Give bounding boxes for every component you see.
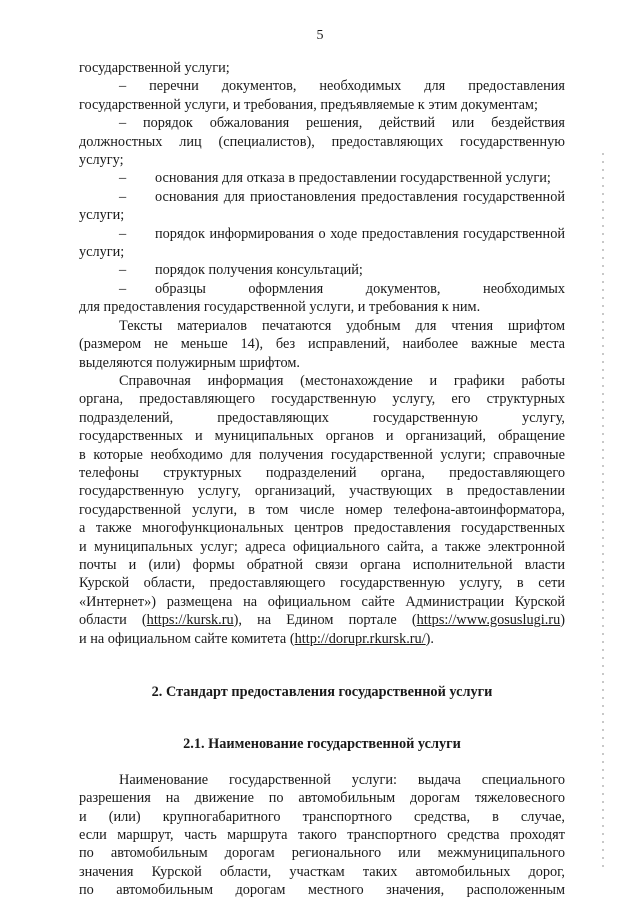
margin-dotted-line [601, 150, 605, 870]
paragraph-first-line: Наименование государственной услуги: выдача специального [119, 771, 565, 788]
list-item-consultations [79, 261, 565, 279]
spacer [79, 648, 565, 665]
list-item-samples [79, 280, 565, 298]
text-line: должностных лиц (специалистов), предоставляющих государственную [79, 133, 565, 150]
list-dash: – [119, 170, 127, 187]
text-line: а также многофункциональных центров предоставления государственных [79, 520, 565, 537]
list-item-appeal: – порядок обжалования решения, действий или бездействия [119, 115, 565, 132]
text-line: Курской области, предоставляющего государственную услугу, в сети [79, 575, 565, 592]
text-line: выделяются полужирным шрифтом. [79, 354, 300, 371]
link-kursk[interactable]: https://kursk.ru [146, 612, 234, 629]
text-line: услуги; [79, 207, 125, 224]
page-number: 5 [316, 28, 324, 43]
text-fragment: и на официальном сайте комитета ( [79, 630, 295, 647]
text-line: государственных и муниципальных органов и организаций, обращение [79, 428, 565, 445]
text-line: в которые необходимо для получения государственной услуги; справочные [79, 446, 565, 463]
text-fragment: области ( [79, 612, 147, 629]
list-dash: – [119, 188, 127, 205]
text-line: государственную услугу, организаций, участвующих в предоставлении [79, 483, 565, 500]
text-line: значения Курской области, участкам таких автомобильных дорог, [79, 863, 565, 880]
list-item-text: порядок информирования о ходе предоставления государственной [155, 225, 565, 242]
text-line-with-links [79, 611, 565, 629]
section-heading: 2. Стандарт предоставления государственной услуги [151, 684, 493, 700]
text-line: и муниципальных услуг; адреса официального сайта, а также электронной [79, 538, 565, 555]
spacer [79, 701, 565, 718]
text-line-with-link [79, 630, 565, 648]
text-line: по автомобильным дорогам регионального или межмуниципального [79, 845, 565, 862]
list-item-suspension [79, 188, 565, 206]
list-dash: – [119, 262, 127, 279]
text-line: (размером не меньше 14), без исправлений, наиболее важные места [79, 336, 565, 353]
text-line: услугу; [79, 152, 124, 169]
text-line: по автомобильным дорогам местного значения, расположенным [79, 882, 565, 899]
text-line: государственной услуги, и требования, предъявляемые к этим документам; [79, 96, 538, 113]
paragraph-first-line: Справочная информация (местонахождение и графики работы [119, 372, 565, 389]
text-line: если маршрут, часть маршрута такого транспортного средства проходят [79, 827, 565, 844]
text-line: для предоставления государственной услуги, и требования к ним. [79, 299, 481, 316]
text-line: государственной услуги, в том числе номер телефона-автоинформатора, [79, 501, 565, 518]
list-item-text: порядок получения консультаций; [155, 262, 363, 279]
text-line: органа, предоставляющего государственную услугу, его структурных [79, 391, 565, 408]
paragraph-first-line: Тексты материалов печатаются удобным для чтения шрифтом [119, 317, 565, 334]
document-body [79, 59, 565, 900]
list-item-documents: – перечни документов, необходимых для предоставления [119, 78, 565, 95]
subsection-heading: 2.1. Наименование государственной услуги [183, 736, 461, 753]
link-gosuslugi[interactable]: https://www.gosuslugi.ru [416, 612, 561, 629]
list-item-text: образцы оформления документов, необходимых [155, 280, 565, 297]
text-line: телефоны структурных подразделений органа, предоставляющего [79, 464, 565, 481]
text-line: услуги; [79, 244, 125, 261]
text-fragment: ), на Едином портале ( [233, 612, 417, 629]
text-line: «Интернет») размещена на официальном сайте Администрации Курской [79, 593, 565, 610]
text-line: разрешения на движение по автомобильным дорогам тяжеловесного [79, 790, 565, 807]
spacer [79, 754, 565, 771]
list-item-text: основания для приостановления предоставления государственной [155, 188, 565, 205]
link-dorupr[interactable]: http://dorupr.rkursk.ru/ [294, 630, 426, 647]
list-dash: – [119, 225, 127, 242]
text-line: подразделений, предоставляющих государственную услугу, [79, 409, 565, 426]
list-item-informing [79, 225, 565, 243]
list-item-refusal [79, 169, 565, 187]
text-line: почты и (или) формы обратной связи органа исполнительной власти [79, 556, 565, 573]
list-dash: – [119, 280, 127, 297]
list-item-text: основания для отказа в предоставлении государственной услуги; [155, 170, 551, 187]
text-line: государственной услуги; [79, 60, 230, 76]
text-line: и (или) крупногабаритного транспортного средства, в случае, [79, 808, 565, 825]
text-fragment: ) [560, 612, 565, 629]
text-fragment: ). [425, 630, 435, 647]
